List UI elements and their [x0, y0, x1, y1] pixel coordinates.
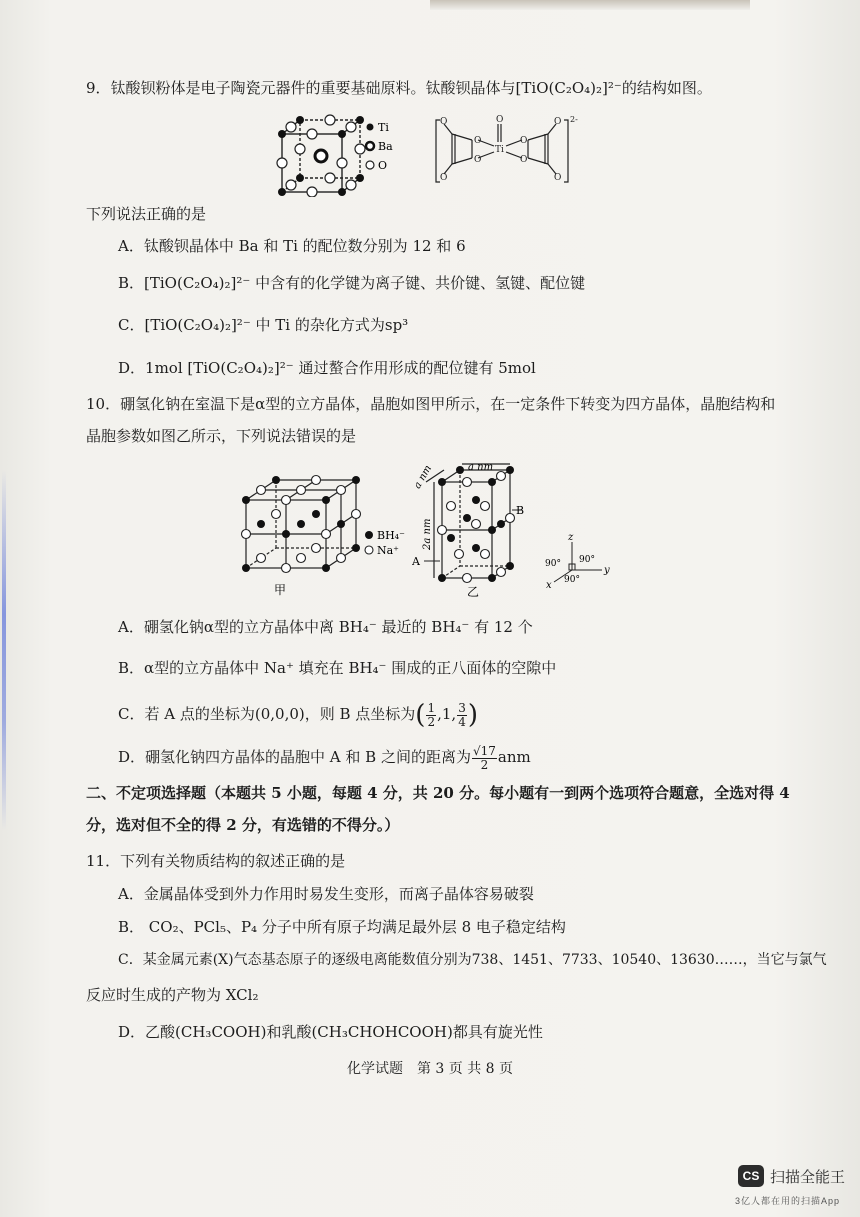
camscanner-tagline: 3亿人都在用的扫描App	[735, 1196, 841, 1206]
axis-y: y	[604, 565, 610, 576]
legend-bh4: BH₄⁻	[377, 529, 405, 542]
q11-option-c-line1: C．某金属元素(X)气态基态原子的逐级电离能数值分别为738、1451、7733、10540、13630……，当它与氯气	[118, 952, 827, 968]
q11-stem: 11．下列有关物质结构的叙述正确的是	[86, 852, 346, 870]
axis-x: x	[546, 580, 552, 591]
q9-option-b: B．[TiO(C₂O₄)₂]²⁻ 中含有的化学键为离子键、共价键、氢键、配位键	[118, 274, 586, 292]
scan-shadow	[430, 0, 750, 10]
svg-text:O: O	[496, 115, 504, 125]
yi-2a: 2a nm	[422, 518, 433, 550]
section2-line2: 分，选对但不全的得 2 分，有选错的不得分。）	[86, 816, 400, 834]
q10-option-c: C．若 A 点的坐标为(0,0,0)，则 B 点坐标为( $\frac{1}{2}$ ,1, $\frac{3}{4}$ )	[118, 700, 478, 730]
q11-option-a: A．金属晶体受到外力作用时易发生变形，而离子晶体容易破裂	[118, 885, 534, 903]
q9-complex-structure	[432, 112, 582, 187]
angle-1: 90°	[545, 559, 561, 569]
angle-3: 90°	[564, 575, 580, 585]
q10-option-b: B．α型的立方晶体中 Na⁺ 填充在 BH₄⁻ 围成的正八面体的空隙中	[118, 659, 557, 677]
q11-option-b: B． CO₂、PCl₅、P₄ 分子中所有原子均满足最外层 8 电子稳定结构	[118, 918, 566, 936]
fig-jia-label: 甲	[274, 583, 287, 597]
svg-text:Ti: Ti	[495, 145, 504, 155]
section2-line1: 二、不定项选择题（本题共 5 小题，每题 4 分，共 20 分。每小题有一到两个选项符合题意，全选对得 4	[86, 784, 790, 802]
legend-ti: Ti	[378, 121, 389, 134]
svg-text:O: O	[474, 155, 482, 165]
q10-stem-line1: 10．硼氢化钠在室温下是α型的立方晶体，晶胞如图甲所示，在一定条件下转变为四方晶体，晶胞结构和	[86, 395, 776, 413]
yi-point-a: A	[412, 555, 420, 568]
legend-o: O	[378, 159, 388, 172]
q10-figure-jia	[232, 470, 422, 600]
q11-option-c-line2: 反应时生成的产物为 XCl₂	[86, 986, 259, 1004]
svg-text:O: O	[554, 117, 562, 127]
q9-option-a: A．钛酸钡晶体中 Ba 和 Ti 的配位数分别为 12 和 6	[118, 237, 466, 255]
highlighter-mark	[2, 470, 6, 830]
q10-figure-yi	[412, 458, 622, 598]
legend-na: Na⁺	[377, 544, 399, 557]
angle-2: 90°	[579, 555, 595, 565]
svg-text:O: O	[474, 136, 482, 146]
legend-ba: Ba	[378, 140, 393, 153]
q10-stem-line2: 晶胞参数如图乙所示，下列说法错误的是	[86, 427, 357, 445]
svg-text:2-: 2-	[570, 115, 578, 124]
q10-option-a: A．硼氢化钠α型的立方晶体中离 BH₄⁻ 最近的 BH₄⁻ 有 12 个	[118, 618, 533, 636]
q9-stem: 9．钛酸钡粉体是电子陶瓷元器件的重要基础原料。钛酸钡晶体与[TiO(C₂O₄)₂]²⁻的结构如图。	[86, 79, 712, 97]
q9-perovskite-figure	[270, 112, 410, 197]
q9-option-c: C．[TiO(C₂O₄)₂]²⁻ 中 Ti 的杂化方式为sp³	[118, 316, 409, 334]
q9-option-d: D．1mol [TiO(C₂O₄)₂]²⁻ 通过螯合作用形成的配位键有 5mol	[118, 359, 536, 377]
q11-option-d: D．乙酸(CH₃COOH)和乳酸(CH₃CHOHCOOH)都具有旋光性	[118, 1023, 543, 1041]
svg-text:O: O	[440, 117, 448, 127]
svg-text:O: O	[554, 173, 562, 183]
yi-a-top: a nm	[468, 462, 494, 473]
axis-z: z	[568, 532, 574, 543]
q9-prompt: 下列说法正确的是	[86, 205, 207, 223]
svg-text:O: O	[440, 173, 448, 183]
svg-text:O: O	[520, 136, 528, 146]
camscanner-logo: CS	[738, 1165, 764, 1187]
yi-a-side: a nm	[412, 463, 435, 491]
yi-point-b: B	[516, 504, 525, 517]
camscanner-name: 扫描全能王	[770, 1169, 846, 1186]
q10-option-d: D．硼氢化钠四方晶体的晶胞中 A 和 B 之间的距离为 $\frac{√17}{2}$ anm	[118, 743, 531, 772]
svg-text:O: O	[520, 155, 528, 165]
fig-yi-label: 乙	[467, 585, 480, 598]
page-footer: 化学试题 第 3 页 共 8 页	[346, 1061, 514, 1077]
